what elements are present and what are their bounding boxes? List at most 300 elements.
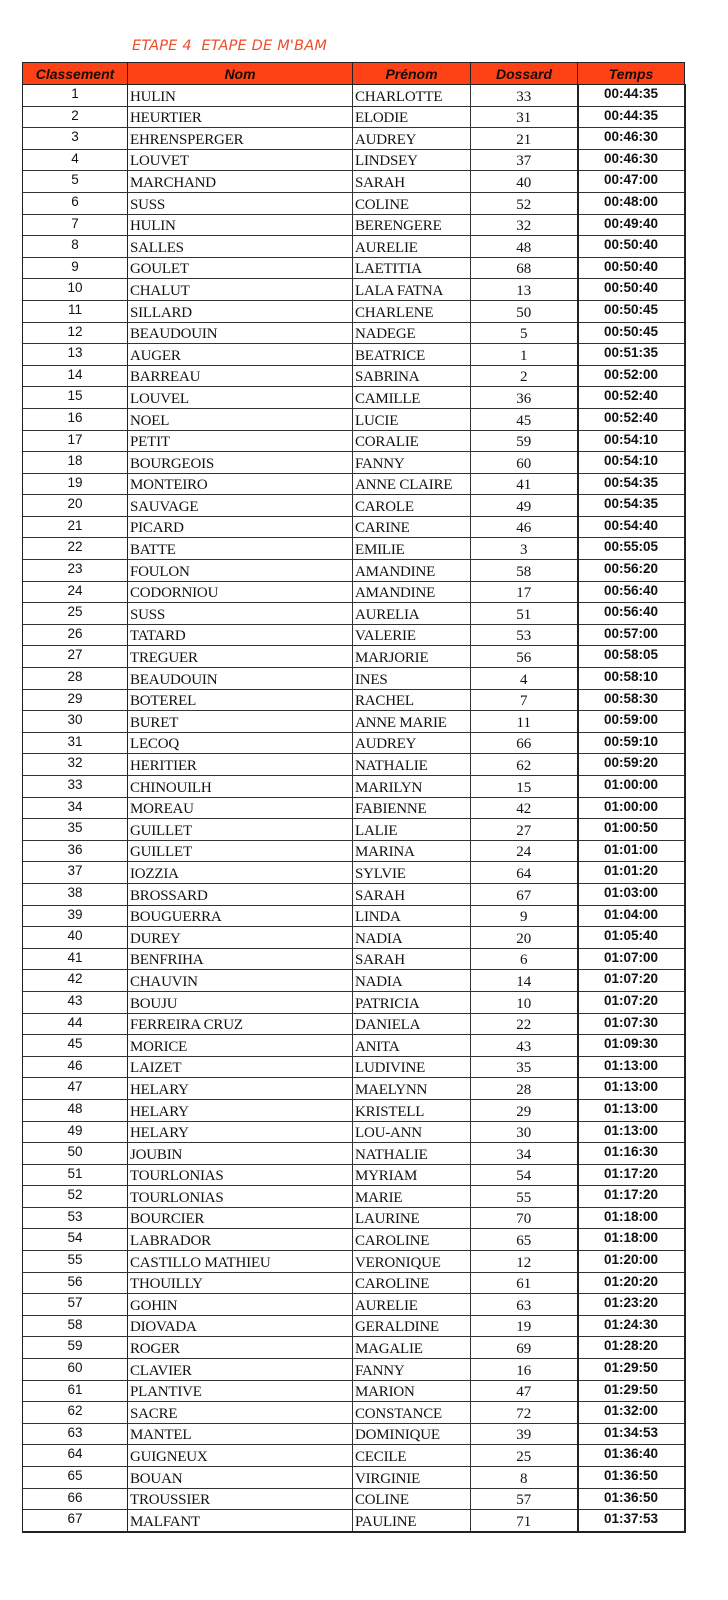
table-row [23, 1423, 685, 1445]
table-row [23, 1510, 685, 1532]
table-row [23, 452, 685, 474]
cell-temps: 00:55:05 [578, 538, 685, 560]
table-row [23, 322, 685, 344]
cell-classement: 50 [23, 1143, 128, 1165]
cell-prenom: FANNY [353, 452, 471, 474]
cell-dossard: 11 [471, 711, 578, 733]
cell-temps: 00:44:35 [578, 106, 685, 128]
cell-prenom: MARJORIE [353, 646, 471, 668]
cell-dossard: 29 [471, 1099, 578, 1121]
table-row [23, 624, 685, 646]
cell-dossard: 39 [471, 1423, 578, 1445]
table-row [23, 1272, 685, 1294]
cell-classement: 33 [23, 776, 128, 798]
cell-prenom: COLINE [353, 192, 471, 214]
cell-temps: 00:54:10 [578, 452, 685, 474]
cell-prenom: INES [353, 668, 471, 690]
cell-classement: 27 [23, 646, 128, 668]
table-row [23, 495, 685, 517]
cell-dossard: 48 [471, 236, 578, 258]
cell-temps: 01:29:50 [578, 1359, 685, 1381]
cell-classement: 64 [23, 1445, 128, 1467]
table-row [23, 1359, 685, 1381]
table-row [23, 171, 685, 193]
table-row [23, 387, 685, 409]
cell-nom: DIOVADA [128, 1315, 353, 1337]
cell-dossard: 25 [471, 1445, 578, 1467]
table-row [23, 883, 685, 905]
cell-classement: 52 [23, 1186, 128, 1208]
cell-classement: 53 [23, 1207, 128, 1229]
cell-prenom: AURELIE [353, 1294, 471, 1316]
table-row [23, 279, 685, 301]
cell-prenom: LOU-ANN [353, 1121, 471, 1143]
cell-dossard: 35 [471, 1056, 578, 1078]
cell-dossard: 12 [471, 1251, 578, 1273]
cell-prenom: AUDREY [353, 732, 471, 754]
cell-classement: 5 [23, 171, 128, 193]
cell-dossard: 28 [471, 1078, 578, 1100]
cell-prenom: PAULINE [353, 1510, 471, 1532]
header-temps: Temps [578, 63, 685, 85]
cell-classement: 30 [23, 711, 128, 733]
cell-nom: TATARD [128, 624, 353, 646]
cell-prenom: SARAH [353, 883, 471, 905]
cell-dossard: 13 [471, 279, 578, 301]
cell-classement: 14 [23, 365, 128, 387]
cell-nom: ROGER [128, 1337, 353, 1359]
cell-temps: 00:54:40 [578, 516, 685, 538]
cell-classement: 37 [23, 862, 128, 884]
table-row [23, 1035, 685, 1057]
table-row [23, 1099, 685, 1121]
cell-nom: HULIN [128, 85, 353, 107]
cell-classement: 20 [23, 495, 128, 517]
cell-temps: 01:36:50 [578, 1488, 685, 1510]
cell-prenom: ANNE MARIE [353, 711, 471, 733]
cell-classement: 17 [23, 430, 128, 452]
cell-nom: AUGER [128, 344, 353, 366]
cell-classement: 35 [23, 819, 128, 841]
cell-nom: LAIZET [128, 1056, 353, 1078]
cell-dossard: 7 [471, 689, 578, 711]
cell-temps: 00:54:35 [578, 495, 685, 517]
cell-nom: BROSSARD [128, 883, 353, 905]
cell-dossard: 3 [471, 538, 578, 560]
table-row [23, 1251, 685, 1273]
cell-prenom: BEATRICE [353, 344, 471, 366]
cell-temps: 01:28:20 [578, 1337, 685, 1359]
cell-classement: 63 [23, 1423, 128, 1445]
cell-prenom: AMANDINE [353, 581, 471, 603]
cell-dossard: 33 [471, 85, 578, 107]
cell-prenom: COLINE [353, 1488, 471, 1510]
cell-dossard: 32 [471, 214, 578, 236]
table-row [23, 1056, 685, 1078]
cell-classement: 39 [23, 905, 128, 927]
cell-temps: 00:58:10 [578, 668, 685, 690]
cell-nom: LOUVEL [128, 387, 353, 409]
cell-nom: HULIN [128, 214, 353, 236]
table-row [23, 128, 685, 150]
cell-nom: SACRE [128, 1402, 353, 1424]
cell-temps: 00:46:30 [578, 128, 685, 150]
cell-nom: MORICE [128, 1035, 353, 1057]
cell-classement: 32 [23, 754, 128, 776]
cell-classement: 66 [23, 1488, 128, 1510]
cell-temps: 00:59:00 [578, 711, 685, 733]
cell-classement: 25 [23, 603, 128, 625]
table-row [23, 1467, 685, 1489]
cell-nom: LABRADOR [128, 1229, 353, 1251]
cell-temps: 01:07:20 [578, 970, 685, 992]
table-row [23, 1207, 685, 1229]
cell-temps: 00:50:40 [578, 236, 685, 258]
table-row [23, 689, 685, 711]
cell-classement: 60 [23, 1359, 128, 1381]
cell-nom: PLANTIVE [128, 1380, 353, 1402]
cell-temps: 01:23:20 [578, 1294, 685, 1316]
cell-nom: SAUVAGE [128, 495, 353, 517]
cell-prenom: VIRGINIE [353, 1467, 471, 1489]
cell-temps: 01:37:53 [578, 1510, 685, 1532]
cell-prenom: AURELIA [353, 603, 471, 625]
cell-classement: 29 [23, 689, 128, 711]
cell-temps: 00:51:35 [578, 344, 685, 366]
cell-nom: HERITIER [128, 754, 353, 776]
cell-dossard: 41 [471, 473, 578, 495]
cell-dossard: 27 [471, 819, 578, 841]
page-title: ETAPE 4 ETAPE DE M'BAM [132, 38, 328, 54]
cell-prenom: AUDREY [353, 128, 471, 150]
cell-dossard: 5 [471, 322, 578, 344]
cell-dossard: 43 [471, 1035, 578, 1057]
cell-temps: 00:49:40 [578, 214, 685, 236]
cell-prenom: PATRICIA [353, 991, 471, 1013]
table-row [23, 1315, 685, 1337]
table-row [23, 1121, 685, 1143]
cell-prenom: CAMILLE [353, 387, 471, 409]
cell-nom: PETIT [128, 430, 353, 452]
cell-classement: 44 [23, 1013, 128, 1035]
cell-prenom: SARAH [353, 948, 471, 970]
cell-prenom: LALIE [353, 819, 471, 841]
cell-prenom: FABIENNE [353, 797, 471, 819]
cell-prenom: KRISTELL [353, 1099, 471, 1121]
cell-nom: LECOQ [128, 732, 353, 754]
cell-temps: 01:13:00 [578, 1099, 685, 1121]
table-row [23, 581, 685, 603]
cell-dossard: 71 [471, 1510, 578, 1532]
cell-dossard: 58 [471, 560, 578, 582]
cell-classement: 21 [23, 516, 128, 538]
table-row [23, 668, 685, 690]
cell-prenom: NADIA [353, 927, 471, 949]
cell-classement: 36 [23, 840, 128, 862]
cell-temps: 01:07:20 [578, 991, 685, 1013]
cell-nom: GOHIN [128, 1294, 353, 1316]
header-dossard: Dossard [471, 63, 578, 85]
cell-prenom: SYLVIE [353, 862, 471, 884]
table-row [23, 797, 685, 819]
cell-nom: BOURGEOIS [128, 452, 353, 474]
table-row [23, 300, 685, 322]
cell-nom: BOUJU [128, 991, 353, 1013]
cell-nom: CODORNIOU [128, 581, 353, 603]
table-row [23, 1380, 685, 1402]
cell-dossard: 54 [471, 1164, 578, 1186]
cell-temps: 01:16:30 [578, 1143, 685, 1165]
table-row [23, 473, 685, 495]
cell-dossard: 34 [471, 1143, 578, 1165]
cell-dossard: 51 [471, 603, 578, 625]
cell-temps: 00:50:40 [578, 257, 685, 279]
cell-classement: 18 [23, 452, 128, 474]
cell-classement: 19 [23, 473, 128, 495]
cell-prenom: CAROLINE [353, 1272, 471, 1294]
cell-nom: IOZZIA [128, 862, 353, 884]
cell-prenom: DANIELA [353, 1013, 471, 1035]
header-classement: Classement [23, 63, 128, 85]
cell-temps: 01:00:00 [578, 776, 685, 798]
cell-temps: 00:54:35 [578, 473, 685, 495]
cell-prenom: NATHALIE [353, 754, 471, 776]
cell-classement: 49 [23, 1121, 128, 1143]
cell-temps: 01:09:30 [578, 1035, 685, 1057]
table-row [23, 1488, 685, 1510]
cell-classement: 58 [23, 1315, 128, 1337]
cell-dossard: 62 [471, 754, 578, 776]
cell-nom: BOURCIER [128, 1207, 353, 1229]
cell-temps: 00:58:05 [578, 646, 685, 668]
cell-dossard: 8 [471, 1467, 578, 1489]
cell-nom: FERREIRA CRUZ [128, 1013, 353, 1035]
cell-classement: 56 [23, 1272, 128, 1294]
table-row [23, 106, 685, 128]
cell-prenom: NADEGE [353, 322, 471, 344]
cell-temps: 00:59:10 [578, 732, 685, 754]
table-row [23, 430, 685, 452]
cell-classement: 41 [23, 948, 128, 970]
cell-classement: 22 [23, 538, 128, 560]
cell-temps: 01:01:20 [578, 862, 685, 884]
cell-dossard: 22 [471, 1013, 578, 1035]
cell-temps: 00:46:30 [578, 149, 685, 171]
cell-classement: 4 [23, 149, 128, 171]
cell-nom: TOURLONIAS [128, 1186, 353, 1208]
cell-classement: 1 [23, 85, 128, 107]
cell-temps: 01:17:20 [578, 1186, 685, 1208]
cell-dossard: 52 [471, 192, 578, 214]
cell-temps: 00:48:00 [578, 192, 685, 214]
cell-dossard: 14 [471, 970, 578, 992]
cell-prenom: MARILYN [353, 776, 471, 798]
cell-nom: CASTILLO MATHIEU [128, 1251, 353, 1273]
cell-temps: 01:04:00 [578, 905, 685, 927]
cell-classement: 55 [23, 1251, 128, 1273]
cell-prenom: FANNY [353, 1359, 471, 1381]
table-row [23, 732, 685, 754]
cell-temps: 01:36:50 [578, 1467, 685, 1489]
table-row [23, 214, 685, 236]
table-row [23, 1013, 685, 1035]
cell-temps: 00:59:20 [578, 754, 685, 776]
cell-classement: 47 [23, 1078, 128, 1100]
cell-dossard: 49 [471, 495, 578, 517]
header-prenom: Prénom [353, 63, 471, 85]
cell-classement: 31 [23, 732, 128, 754]
cell-nom: FOULON [128, 560, 353, 582]
cell-classement: 10 [23, 279, 128, 301]
cell-classement: 9 [23, 257, 128, 279]
cell-nom: CLAVIER [128, 1359, 353, 1381]
cell-classement: 24 [23, 581, 128, 603]
cell-classement: 40 [23, 927, 128, 949]
cell-temps: 00:56:20 [578, 560, 685, 582]
cell-prenom: CARINE [353, 516, 471, 538]
cell-temps: 01:00:00 [578, 797, 685, 819]
cell-temps: 01:18:00 [578, 1207, 685, 1229]
cell-prenom: LUDIVINE [353, 1056, 471, 1078]
table-row [23, 149, 685, 171]
table-row [23, 516, 685, 538]
table-row [23, 1402, 685, 1424]
cell-nom: LOUVET [128, 149, 353, 171]
cell-nom: CHALUT [128, 279, 353, 301]
cell-temps: 01:32:00 [578, 1402, 685, 1424]
cell-classement: 26 [23, 624, 128, 646]
cell-dossard: 30 [471, 1121, 578, 1143]
cell-nom: HELARY [128, 1078, 353, 1100]
header-row [23, 63, 685, 85]
cell-classement: 3 [23, 128, 128, 150]
cell-prenom: LINDSEY [353, 149, 471, 171]
cell-dossard: 2 [471, 365, 578, 387]
cell-dossard: 21 [471, 128, 578, 150]
cell-dossard: 16 [471, 1359, 578, 1381]
cell-dossard: 67 [471, 883, 578, 905]
cell-classement: 7 [23, 214, 128, 236]
cell-temps: 01:20:20 [578, 1272, 685, 1294]
cell-nom: TROUSSIER [128, 1488, 353, 1510]
cell-dossard: 65 [471, 1229, 578, 1251]
cell-temps: 00:52:00 [578, 365, 685, 387]
cell-prenom: NADIA [353, 970, 471, 992]
table-row [23, 1143, 685, 1165]
table-row [23, 344, 685, 366]
cell-nom: NOEL [128, 408, 353, 430]
table-row [23, 819, 685, 841]
cell-temps: 01:00:50 [578, 819, 685, 841]
cell-nom: SUSS [128, 192, 353, 214]
cell-prenom: CAROLE [353, 495, 471, 517]
cell-temps: 00:54:10 [578, 430, 685, 452]
cell-dossard: 40 [471, 171, 578, 193]
cell-nom: CHINOUILH [128, 776, 353, 798]
table-row [23, 927, 685, 949]
cell-nom: MARCHAND [128, 171, 353, 193]
cell-dossard: 55 [471, 1186, 578, 1208]
cell-classement: 12 [23, 322, 128, 344]
cell-prenom: LUCIE [353, 408, 471, 430]
cell-nom: BEAUDOUIN [128, 322, 353, 344]
cell-prenom: MARION [353, 1380, 471, 1402]
cell-dossard: 47 [471, 1380, 578, 1402]
cell-dossard: 6 [471, 948, 578, 970]
cell-temps: 00:52:40 [578, 408, 685, 430]
cell-dossard: 42 [471, 797, 578, 819]
table-row [23, 603, 685, 625]
table-row [23, 192, 685, 214]
table-row [23, 711, 685, 733]
cell-temps: 00:47:00 [578, 171, 685, 193]
cell-nom: MOREAU [128, 797, 353, 819]
cell-nom: TREGUER [128, 646, 353, 668]
table-row [23, 754, 685, 776]
cell-nom: HEURTIER [128, 106, 353, 128]
cell-nom: MANTEL [128, 1423, 353, 1445]
table-row [23, 1445, 685, 1467]
cell-classement: 8 [23, 236, 128, 258]
cell-prenom: CECILE [353, 1445, 471, 1467]
cell-prenom: CONSTANCE [353, 1402, 471, 1424]
cell-nom: GUILLET [128, 819, 353, 841]
cell-classement: 34 [23, 797, 128, 819]
table-row [23, 1337, 685, 1359]
table-row [23, 840, 685, 862]
cell-classement: 6 [23, 192, 128, 214]
cell-prenom: CHARLOTTE [353, 85, 471, 107]
table-row [23, 365, 685, 387]
cell-classement: 28 [23, 668, 128, 690]
cell-classement: 67 [23, 1510, 128, 1532]
table-row [23, 236, 685, 258]
cell-nom: GUILLET [128, 840, 353, 862]
cell-prenom: NATHALIE [353, 1143, 471, 1165]
cell-classement: 16 [23, 408, 128, 430]
cell-classement: 42 [23, 970, 128, 992]
table-body [23, 85, 685, 1532]
cell-classement: 13 [23, 344, 128, 366]
cell-dossard: 50 [471, 300, 578, 322]
cell-temps: 01:17:20 [578, 1164, 685, 1186]
table-row [23, 1294, 685, 1316]
cell-nom: GUIGNEUX [128, 1445, 353, 1467]
cell-prenom: LAETITIA [353, 257, 471, 279]
cell-temps: 00:57:00 [578, 624, 685, 646]
table-row [23, 560, 685, 582]
cell-classement: 65 [23, 1467, 128, 1489]
cell-prenom: EMILIE [353, 538, 471, 560]
cell-dossard: 72 [471, 1402, 578, 1424]
cell-dossard: 36 [471, 387, 578, 409]
cell-prenom: ANNE CLAIRE [353, 473, 471, 495]
cell-dossard: 20 [471, 927, 578, 949]
cell-nom: HELARY [128, 1099, 353, 1121]
cell-nom: SALLES [128, 236, 353, 258]
cell-temps: 01:01:00 [578, 840, 685, 862]
cell-prenom: ANITA [353, 1035, 471, 1057]
cell-nom: HELARY [128, 1121, 353, 1143]
cell-prenom: CHARLENE [353, 300, 471, 322]
cell-temps: 01:07:30 [578, 1013, 685, 1035]
cell-nom: BATTE [128, 538, 353, 560]
cell-prenom: AMANDINE [353, 560, 471, 582]
cell-prenom: BERENGERE [353, 214, 471, 236]
table-row [23, 1186, 685, 1208]
cell-dossard: 69 [471, 1337, 578, 1359]
cell-nom: MALFANT [128, 1510, 353, 1532]
